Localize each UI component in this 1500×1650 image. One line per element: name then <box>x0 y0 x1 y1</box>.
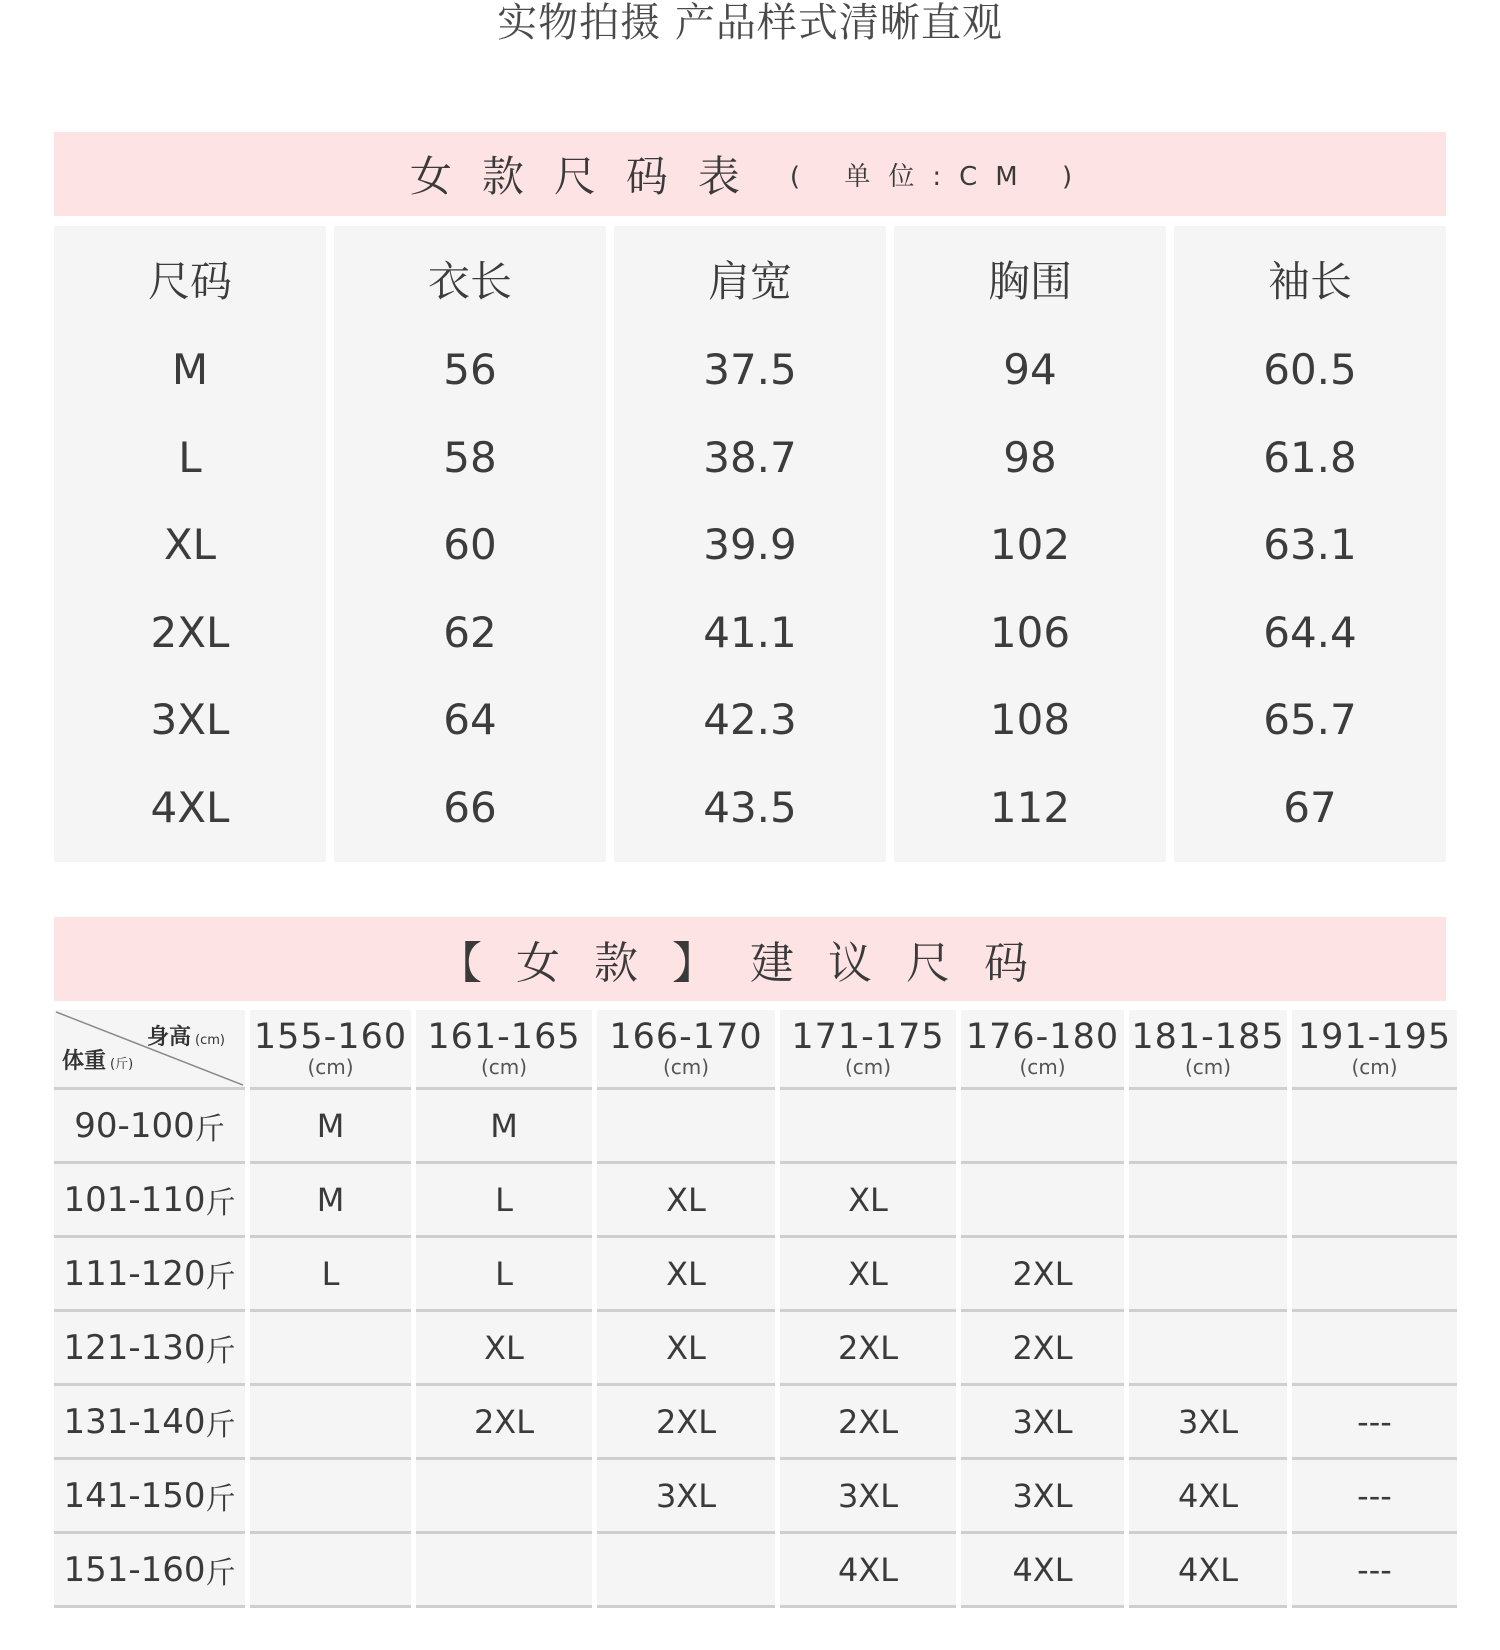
recommend-cell: 2XL <box>780 1386 956 1460</box>
column-header: 肩宽 <box>707 257 792 306</box>
recommend-cell: --- <box>1292 1534 1457 1608</box>
recommend-banner <box>54 917 1446 1001</box>
recommend-cell: L <box>416 1238 592 1312</box>
height-unit: (cm) <box>307 1055 354 1079</box>
table-cell: 108 <box>989 695 1071 745</box>
weight-range: 90-100 <box>74 1105 195 1146</box>
height-unit: (cm) <box>1019 1055 1066 1079</box>
recommend-cell: L <box>250 1238 411 1312</box>
recommend-cell <box>250 1386 411 1460</box>
weight-range: 151-160 <box>63 1549 206 1590</box>
recommend-cell: XL <box>780 1238 956 1312</box>
size-chart-column <box>1174 226 1446 862</box>
weight-unit: 斤 <box>205 1555 236 1591</box>
recommend-cell <box>961 1164 1124 1238</box>
recommend-cell: M <box>416 1090 592 1164</box>
recommend-cell <box>1129 1312 1287 1386</box>
height-range: 161-165 <box>427 1017 581 1057</box>
table-cell: 60 <box>443 520 497 570</box>
recommend-cell <box>250 1460 411 1534</box>
table-cell: 98 <box>1003 432 1057 482</box>
weight-unit: 斤 <box>205 1333 236 1369</box>
size-chart-column <box>334 226 606 862</box>
weight-row-label <box>54 1090 245 1164</box>
table-cell: 39.9 <box>703 520 797 570</box>
recommend-cell <box>961 1090 1124 1164</box>
height-unit: (cm) <box>480 1055 528 1079</box>
recommend-cell <box>1292 1312 1457 1386</box>
table-cell: 63.1 <box>1263 520 1357 570</box>
height-range: 171-175 <box>791 1017 945 1057</box>
weight-unit: 斤 <box>194 1111 225 1147</box>
height-unit: (cm) <box>662 1055 710 1079</box>
height-column-header <box>1292 1010 1457 1090</box>
height-label <box>147 1020 225 1051</box>
recommend-cell: --- <box>1292 1386 1457 1460</box>
height-column-header <box>1129 1010 1287 1090</box>
recommend-cell: XL <box>597 1238 775 1312</box>
height-range: 181-185 <box>1131 1017 1285 1057</box>
recommend-cell <box>1129 1090 1287 1164</box>
weight-unit: 斤 <box>205 1259 236 1295</box>
recommend-cell: 2XL <box>597 1386 775 1460</box>
recommend-cell: 3XL <box>780 1460 956 1534</box>
column-header: 衣长 <box>427 257 512 306</box>
recommend-cell: 3XL <box>961 1460 1124 1534</box>
weight-range: 131-140 <box>63 1401 206 1442</box>
size-chart-column <box>894 226 1166 862</box>
weight-unit: 斤 <box>205 1407 236 1443</box>
size-chart-table <box>54 226 1446 862</box>
recommend-cell: 4XL <box>1129 1534 1287 1608</box>
recommend-cell: 3XL <box>597 1460 775 1534</box>
table-cell: 56 <box>443 345 497 395</box>
corner-header <box>54 1010 245 1090</box>
weight-label <box>62 1044 133 1075</box>
table-cell: 43.5 <box>703 782 797 832</box>
height-range: 191-195 <box>1297 1017 1452 1057</box>
size-chart-column <box>54 226 326 862</box>
column-header: 胸围 <box>987 257 1072 306</box>
weight-range: 101-110 <box>63 1179 206 1220</box>
recommend-cell: XL <box>416 1312 592 1386</box>
table-cell: 65.7 <box>1263 695 1357 745</box>
weight-row-label <box>54 1534 245 1608</box>
height-column-header <box>416 1010 592 1090</box>
table-cell: 64 <box>443 695 497 745</box>
table-cell: XL <box>163 520 217 570</box>
recommend-cell <box>780 1090 956 1164</box>
table-cell: 64.4 <box>1263 607 1357 657</box>
recommend-cell <box>250 1312 411 1386</box>
height-label-text: 身高 <box>147 1025 192 1050</box>
size-chart-banner <box>54 132 1446 216</box>
weight-range: 121-130 <box>63 1327 206 1368</box>
height-column-header <box>780 1010 956 1090</box>
recommend-cell <box>1129 1238 1287 1312</box>
recommend-cell <box>597 1534 775 1608</box>
table-cell: 61.8 <box>1263 432 1357 482</box>
recommend-table <box>54 1010 1452 1610</box>
height-range: 166-170 <box>609 1017 763 1057</box>
size-chart-title: 女款尺码表 <box>409 152 770 201</box>
recommend-cell: XL <box>780 1164 956 1238</box>
recommend-cell <box>1129 1164 1287 1238</box>
table-cell: 3XL <box>150 695 230 745</box>
height-column-header <box>961 1010 1124 1090</box>
weight-unit: 斤 <box>205 1185 236 1221</box>
column-header: 尺码 <box>147 257 232 306</box>
table-cell: 37.5 <box>703 345 797 395</box>
recommend-cell: M <box>250 1090 411 1164</box>
column-header: 袖长 <box>1267 257 1352 306</box>
table-cell: 106 <box>989 607 1071 657</box>
weight-range: 111-120 <box>63 1253 206 1294</box>
weight-unit: 斤 <box>205 1481 236 1517</box>
recommend-cell: 2XL <box>961 1312 1124 1386</box>
recommend-cell: 2XL <box>780 1312 956 1386</box>
weight-label-text: 体重 <box>62 1049 107 1074</box>
recommend-cell <box>1292 1238 1457 1312</box>
recommend-cell: XL <box>597 1312 775 1386</box>
recommend-cell: 4XL <box>1129 1460 1287 1534</box>
height-column-header <box>250 1010 411 1090</box>
recommend-cell: XL <box>597 1164 775 1238</box>
weight-row-label <box>54 1238 245 1312</box>
table-cell: 112 <box>989 782 1071 832</box>
recommend-cell <box>416 1460 592 1534</box>
recommend-cell <box>250 1534 411 1608</box>
recommend-cell <box>597 1090 775 1164</box>
height-range: 176-180 <box>965 1017 1120 1057</box>
recommend-cell: --- <box>1292 1460 1457 1534</box>
top-caption: 实物拍摄 产品样式清晰直观 <box>497 0 1003 46</box>
height-range: 155-160 <box>253 1017 408 1057</box>
recommend-cell: 2XL <box>961 1238 1124 1312</box>
recommend-cell: M <box>250 1164 411 1238</box>
weight-row-label <box>54 1164 245 1238</box>
size-chart-column <box>614 226 886 862</box>
recommend-cell: 2XL <box>416 1386 592 1460</box>
table-cell: M <box>171 345 209 395</box>
height-unit: (cm) <box>844 1055 892 1079</box>
height-label-unit: (cm) <box>195 1033 225 1048</box>
height-column-header <box>597 1010 775 1090</box>
table-cell: 67 <box>1283 782 1337 832</box>
weight-range: 141-150 <box>63 1475 206 1516</box>
weight-row-label <box>54 1386 245 1460</box>
weight-label-unit: (斤) <box>110 1057 134 1072</box>
table-cell: 38.7 <box>703 432 797 482</box>
table-cell: L <box>178 432 202 482</box>
table-cell: 66 <box>443 782 497 832</box>
recommend-cell: L <box>416 1164 592 1238</box>
table-cell: 62 <box>443 607 497 657</box>
height-unit: (cm) <box>1351 1055 1398 1079</box>
size-chart-unit: ( 单位:CM ) <box>789 161 1091 192</box>
recommend-cell: 4XL <box>961 1534 1124 1608</box>
recommend-cell: 3XL <box>1129 1386 1287 1460</box>
recommend-cell: 4XL <box>780 1534 956 1608</box>
table-cell: 58 <box>443 432 497 482</box>
table-cell: 4XL <box>150 782 230 832</box>
recommend-cell: 3XL <box>961 1386 1124 1460</box>
weight-row-label <box>54 1460 245 1534</box>
recommend-title: 【女款】建议尺码 <box>438 938 1062 989</box>
table-cell: 41.1 <box>703 607 797 657</box>
table-cell: 60.5 <box>1263 345 1357 395</box>
recommend-cell <box>416 1534 592 1608</box>
table-cell: 2XL <box>150 607 230 657</box>
height-unit: (cm) <box>1184 1055 1232 1079</box>
recommend-cell <box>1292 1090 1457 1164</box>
weight-row-label <box>54 1312 245 1386</box>
table-cell: 42.3 <box>703 695 797 745</box>
table-cell: 102 <box>989 520 1071 570</box>
recommend-cell <box>1292 1164 1457 1238</box>
table-cell: 94 <box>1003 345 1057 395</box>
